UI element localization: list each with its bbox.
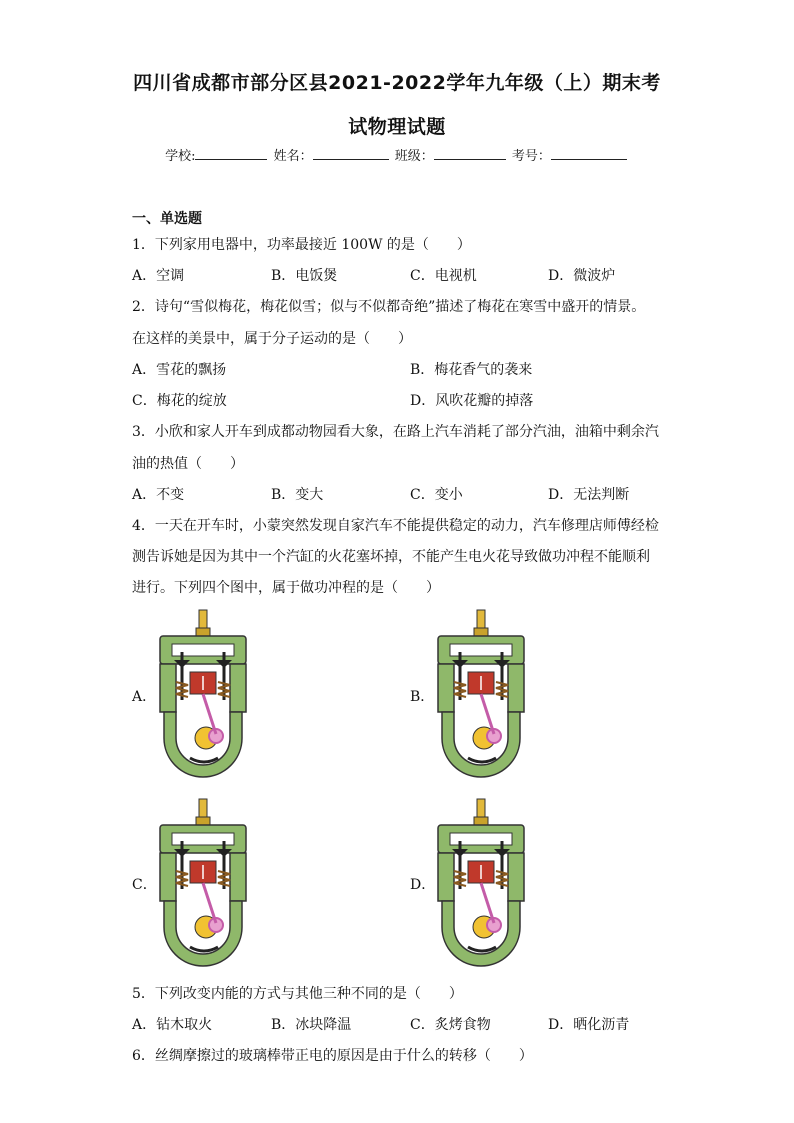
engine-figure-d bbox=[430, 797, 532, 969]
q6-stem: 6．丝绸摩擦过的玻璃棒带正电的原因是由于什么的转移（ ） bbox=[132, 1048, 533, 1064]
q3-stem-line2: 油的热值（ ） bbox=[132, 456, 244, 472]
q2-stem-line1: 2．诗句“雪似梅花，梅花似雪；似与不似都奇绝”描述了梅花在寒雪中盛开的情景。 bbox=[132, 299, 646, 315]
class-label: 班级： bbox=[394, 149, 434, 164]
paper-title-line1: 四川省成都市部分区县2021-2022学年九年级（上）期末考 bbox=[133, 72, 661, 94]
number-blank[interactable] bbox=[551, 145, 627, 160]
school-blank[interactable] bbox=[195, 145, 267, 160]
q2-option-c[interactable]: C．梅花的绽放 bbox=[132, 393, 227, 409]
engine-diagram bbox=[160, 610, 246, 777]
engine-figure-a bbox=[152, 608, 254, 780]
q5-option-d[interactable]: D．晒化沥青 bbox=[548, 1017, 630, 1033]
q5-option-a[interactable]: A．钻木取火 bbox=[132, 1017, 213, 1033]
q2-option-d[interactable]: D．风吹花瓣的掉落 bbox=[410, 393, 534, 409]
engine-diagram bbox=[438, 610, 524, 777]
q4-option-a[interactable]: A． bbox=[132, 689, 157, 705]
q1-option-a[interactable]: A．空调 bbox=[132, 268, 185, 284]
q5-option-b[interactable]: B．冰块降温 bbox=[271, 1017, 352, 1033]
student-info-row bbox=[0, 145, 794, 164]
q5-option-c[interactable]: C．炙烤食物 bbox=[410, 1017, 491, 1033]
q2-stem-line2: 在这样的美景中，属于分子运动的是（ ） bbox=[132, 331, 412, 347]
q1-option-c[interactable]: C．电视机 bbox=[410, 268, 477, 284]
q4-option-b[interactable]: B． bbox=[410, 689, 435, 705]
section-heading: 一、单选题 bbox=[132, 211, 202, 227]
q3-option-d[interactable]: D．无法判断 bbox=[548, 487, 630, 503]
q3-stem-line1: 3．小欣和家人开车到成都动物园看大象，在路上汽车消耗了部分汽油，油箱中剩余汽 bbox=[132, 424, 659, 440]
engine-figure-c bbox=[152, 797, 254, 969]
q4-option-d[interactable]: D． bbox=[410, 877, 436, 893]
class-blank[interactable] bbox=[434, 145, 506, 160]
name-blank[interactable] bbox=[313, 145, 389, 160]
name-label: 姓名： bbox=[273, 149, 313, 164]
q4-stem-line3: 进行。下列四个图中，属于做功冲程的是（ ） bbox=[132, 580, 440, 596]
q4-stem-line2: 测告诉她是因为其中一个汽缸的火花塞坏掉，不能产生电火花导致做功冲程不能顺利 bbox=[132, 549, 650, 565]
q1-stem: 1．下列家用电器中，功率最接近 100W 的是（ ） bbox=[132, 237, 471, 253]
school-label: 学校: bbox=[165, 149, 196, 164]
q4-option-c[interactable]: C． bbox=[132, 877, 157, 893]
number-label: 考号： bbox=[511, 149, 551, 164]
q5-stem: 5．下列改变内能的方式与其他三种不同的是（ ） bbox=[132, 986, 463, 1002]
q1-option-b[interactable]: B．电饭煲 bbox=[271, 268, 338, 284]
q2-option-a[interactable]: A．雪花的飘扬 bbox=[132, 362, 227, 378]
engine-diagram bbox=[438, 799, 524, 966]
q3-option-a[interactable]: A．不变 bbox=[132, 487, 185, 503]
paper-title-line2: 试物理试题 bbox=[348, 116, 446, 138]
q4-stem-line1: 4．一天在开车时，小蒙突然发现自家汽车不能提供稳定的动力，汽车修理店师傅经检 bbox=[132, 518, 659, 534]
q1-option-d[interactable]: D．微波炉 bbox=[548, 268, 616, 284]
engine-figure-b bbox=[430, 608, 532, 780]
q2-option-b[interactable]: B．梅花香气的袭来 bbox=[410, 362, 533, 378]
q3-option-c[interactable]: C．变小 bbox=[410, 487, 463, 503]
q3-option-b[interactable]: B．变大 bbox=[271, 487, 324, 503]
engine-diagram bbox=[160, 799, 246, 966]
